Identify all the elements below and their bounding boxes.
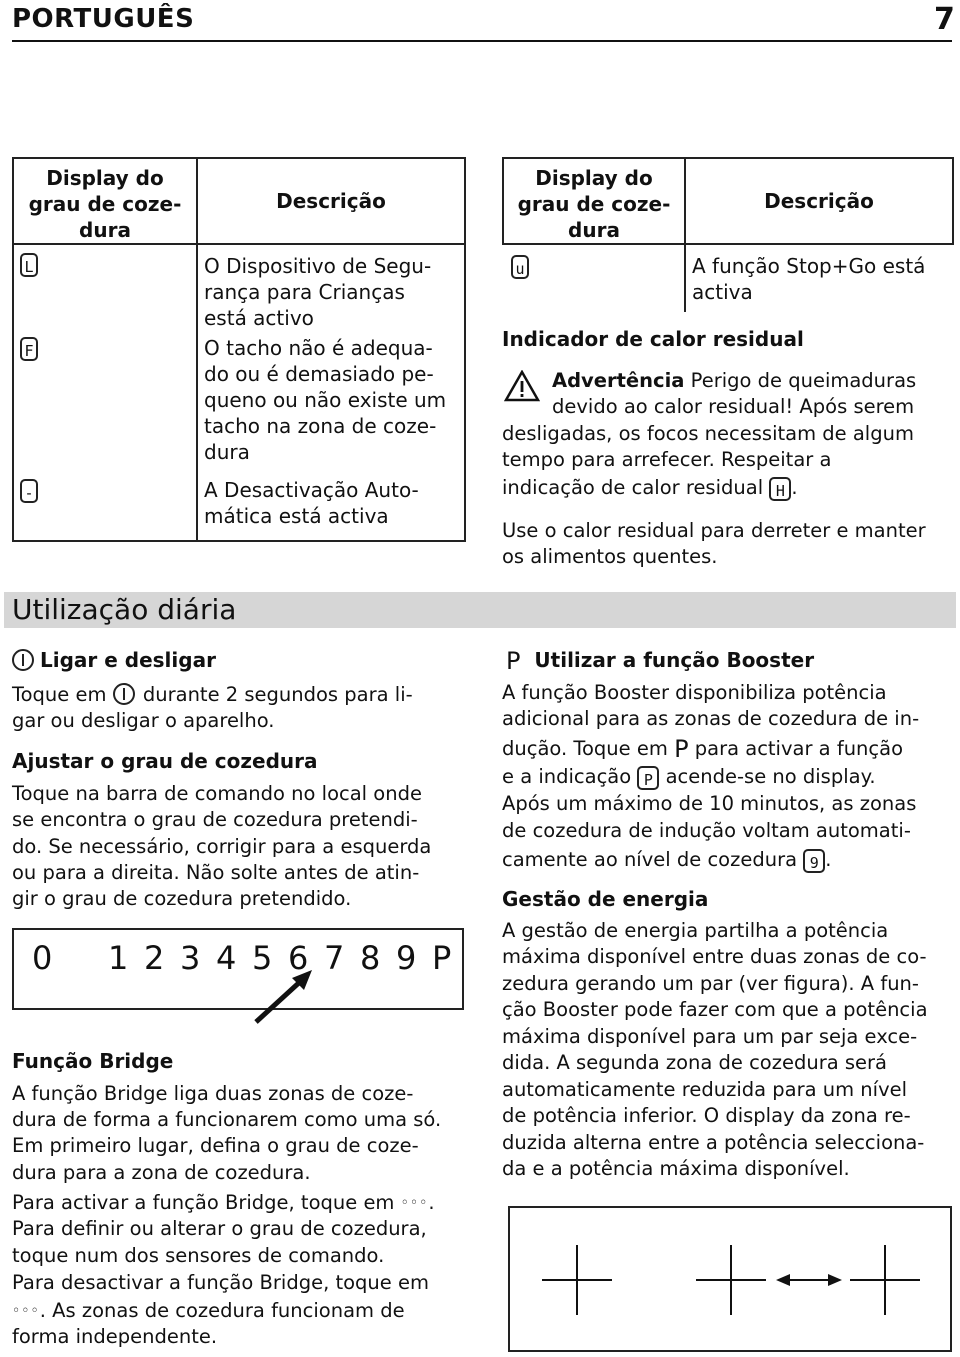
residual-text: indicação de calor residual	[502, 476, 764, 499]
bridge-text: .	[428, 1191, 435, 1214]
table-row	[13, 331, 465, 471]
cooking-level-table-left	[12, 157, 466, 542]
header-rule	[12, 40, 952, 42]
description-line: A Desactivação Auto-	[204, 478, 419, 502]
arrow-right-icon	[828, 1274, 842, 1286]
page-number: 7	[934, 2, 955, 37]
body-line: zedura gerando um par (ver figura). A fun-	[502, 972, 919, 995]
scale-label: 9	[396, 939, 417, 977]
body-line: Para definir ou alterar o grau de cozedura,	[12, 1217, 427, 1240]
body-line: tempo para arrefecer. Respeitar a	[502, 448, 832, 471]
touch-arrow-icon	[250, 968, 320, 1028]
body-line: se encontra o grau de cozedura pretendi-	[12, 808, 418, 831]
stop-go-symbol: u	[511, 255, 529, 279]
power-icon	[12, 649, 34, 671]
body-line: A função Booster disponibiliza potência	[502, 681, 887, 704]
scale-label: P	[432, 939, 452, 977]
body-line: Toque na barra de comando no local onde	[12, 782, 422, 805]
warning-line: devido ao calor residual! Após serem	[552, 395, 915, 418]
scale-label: 8	[360, 939, 381, 977]
scale-label: 4	[216, 939, 237, 977]
body-line: automaticamente reduzida para um nível	[502, 1078, 908, 1101]
warning-line	[552, 368, 916, 395]
body-line: gar ou desligar o aparelho.	[12, 709, 275, 732]
page-title: PORTUGUÊS	[12, 4, 195, 34]
scale-label: 7	[324, 939, 345, 977]
description-line: rança para Crianças	[204, 280, 405, 304]
description-line: queno ou não existe um	[204, 388, 447, 412]
body-line	[12, 1190, 435, 1217]
body-line: dura para a zona de cozedura.	[12, 1161, 311, 1184]
table-row	[503, 244, 953, 312]
description-line: está activo	[204, 306, 314, 330]
body-line: da e a potência máxima disponível.	[502, 1157, 850, 1180]
description-line: O Dispositivo de Segu-	[204, 254, 432, 278]
booster-text: para activar a função	[694, 737, 904, 760]
body-line: do. Se necessário, corrigir para a esquerda	[12, 835, 432, 858]
body-line	[502, 764, 876, 791]
header-line: Display do	[535, 166, 653, 190]
body-line: forma independente.	[12, 1325, 218, 1348]
booster-heading-text: Utilizar a função Booster	[534, 648, 815, 672]
description-line: O tacho não é adequa-	[204, 336, 433, 360]
header-line: Display do	[46, 166, 164, 190]
body-line: dida. A segunda zona de cozedura será	[502, 1051, 887, 1074]
description-line: tacho na zona de coze-	[204, 414, 437, 438]
scale-label: 2	[144, 939, 165, 977]
zone-pair-diagram	[510, 1208, 950, 1350]
booster-text: e a indicação	[502, 765, 632, 788]
table-row	[13, 471, 465, 541]
body-line: ção Booster pode fazer com que a potência	[502, 998, 928, 1021]
body-line: os alimentos quentes.	[502, 545, 718, 568]
onoff-text: durante 2 segundos para li-	[142, 683, 413, 706]
description-line: mática está activa	[204, 504, 389, 528]
body-line: A função Bridge liga duas zonas de coze-	[12, 1082, 414, 1105]
table-header-description: Descrição	[685, 158, 953, 244]
booster-p-icon: P	[506, 647, 521, 675]
warning-icon	[504, 370, 540, 402]
onoff-heading-text: Ligar e desligar	[40, 648, 216, 672]
bridge-text: Para activar a função Bridge, toque em	[12, 1191, 395, 1214]
section-daily-use: Utilização diária	[4, 592, 956, 628]
booster-p-icon: P	[674, 735, 689, 763]
booster-text: camente ao nível de cozedura	[502, 848, 798, 871]
auto-off-symbol: -	[20, 479, 38, 503]
power-management-diagram	[508, 1206, 952, 1352]
child-lock-symbol: L	[20, 253, 38, 277]
header-line: grau de coze-	[517, 192, 671, 216]
bridge-heading: Função Bridge	[12, 1049, 174, 1073]
cooking-level-table-right	[502, 157, 954, 312]
body-line: A gestão de energia partilha a potência	[502, 919, 889, 942]
body-line: de cozedura de indução voltam automati-	[502, 819, 911, 842]
bridge-text: . As zonas de cozedura funcionam de	[39, 1299, 405, 1322]
description-line: activa	[692, 280, 753, 304]
body-line: Em primeiro lugar, defina o grau de coze-	[12, 1134, 419, 1157]
body-line: de potência inferior. O display da zona re-	[502, 1104, 911, 1127]
residual-heat-heading: Indicador de calor residual	[502, 327, 804, 351]
body-line: duzida alterna entre a potência selecciona-	[502, 1131, 925, 1154]
bridge-icon: ◦◦◦	[400, 1195, 429, 1211]
description-line: A função Stop+Go está	[692, 254, 926, 278]
body-line: dura de forma a funcionarem como uma só.	[12, 1108, 442, 1131]
onoff-heading	[12, 647, 216, 673]
residual-heat-symbol: H	[769, 477, 791, 501]
scale-label: 0	[32, 939, 53, 977]
booster-text: acende-se no display.	[665, 765, 876, 788]
booster-display-symbol: P	[637, 766, 659, 790]
header-line: dura	[568, 218, 620, 242]
booster-heading	[506, 647, 814, 674]
body-line: ou para a direita. Não solte antes de atin-	[12, 861, 420, 884]
table-header-description: Descrição	[197, 158, 465, 244]
body-line	[502, 736, 903, 763]
body-line: Use o calor residual para derreter e manter	[502, 519, 926, 542]
onoff-text: Toque em	[12, 683, 107, 706]
body-line: desligadas, os focos necessitam de algum	[502, 422, 914, 445]
booster-text: .	[825, 848, 832, 871]
pan-error-symbol: F	[20, 337, 38, 361]
level-9-symbol: 9	[803, 849, 825, 873]
body-line: toque num dos sensores de comando.	[12, 1244, 385, 1267]
body-line	[12, 682, 413, 709]
header-line: grau de coze-	[28, 192, 182, 216]
description-line: do ou é demasiado pe-	[204, 362, 434, 386]
scale-label: 1	[108, 939, 129, 977]
arrow-left-icon	[776, 1274, 790, 1286]
body-line	[502, 847, 831, 874]
body-line: Para desactivar a função Bridge, toque em	[12, 1271, 429, 1294]
table-row	[13, 244, 465, 331]
body-line: gir o grau de cozedura pretendido.	[12, 887, 352, 910]
table-header-display	[13, 158, 197, 244]
booster-text: dução. Toque em	[502, 737, 668, 760]
description-line: dura	[204, 440, 250, 464]
body-line: indicação de calor residual H .	[502, 476, 798, 500]
scale-label: 5	[252, 939, 273, 977]
bridge-icon: ◦◦◦	[12, 1303, 40, 1319]
adjust-heading: Ajustar o grau de cozedura	[12, 749, 318, 773]
body-line: máxima disponível entre duas zonas de co-	[502, 945, 927, 968]
warning-text: Perigo de queimaduras	[684, 369, 917, 392]
header-line: dura	[79, 218, 131, 242]
scale-label: 6	[288, 939, 309, 977]
energy-heading: Gestão de energia	[502, 887, 709, 911]
body-line	[12, 1298, 405, 1325]
body-line: Após um máximo de 10 minutos, as zonas	[502, 792, 917, 815]
body-line: adicional para as zonas de cozedura de in-	[502, 707, 920, 730]
table-header-display	[503, 158, 685, 244]
warning-label: Advertência	[552, 369, 685, 392]
body-line: máxima disponível para um par seja exce-	[502, 1025, 918, 1048]
scale-label: 3	[180, 939, 201, 977]
power-icon	[113, 683, 135, 705]
control-bar-scale	[12, 928, 464, 1010]
